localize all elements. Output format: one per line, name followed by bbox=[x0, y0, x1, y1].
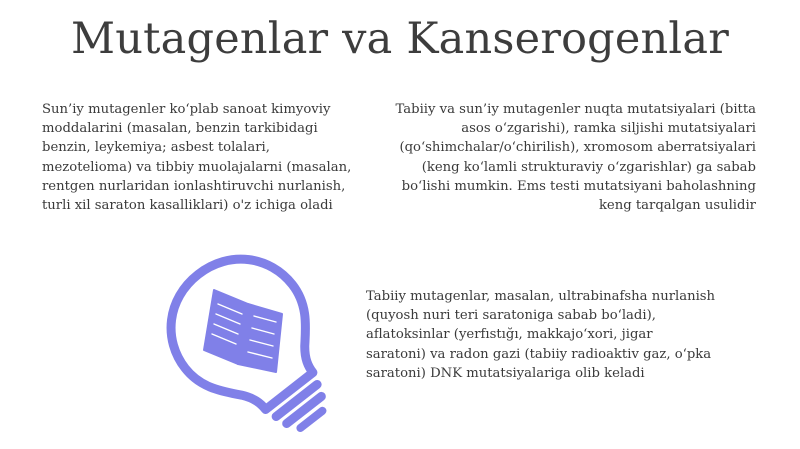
paragraph-mutation-types: Tabiiy va sun’iy mutagenler nuqta mutatsiyalari (bitta asos o‘zgarishi), ramka siljishi mutatsiyalari (qo‘shimchalar/o‘chirilish), xromosom aberratsiyalari (keng ko‘lamli strukturaviy o‘zgarishlar) ga sabab bo‘lishi mumkin. Ems testi mutatsiyani baholashning keng tarqalgan usulidir bbox=[395, 102, 756, 214]
book-icon bbox=[204, 290, 282, 372]
slide-title: Mutagenlar va Kanserogenlar bbox=[71, 14, 729, 64]
lightbulb-book-icon bbox=[130, 248, 330, 448]
paragraph-artificial-mutagens: Sun’iy mutagenler ko‘plab sanoat kimyoviy moddalarini (masalan, benzin tarkibidagi benzin, leykemiya; asbest tolalari, mezotelioma) va tibbiy muolajalarni (masalan, rentgen nurlaridan ionlashtiruvchi nurlanish, turli xil saraton kasalliklari) o'z ichiga oladi bbox=[42, 102, 352, 214]
paragraph-natural-mutagens: Tabiiy mutagenlar, masalan, ultrabinafsha nurlanish (quyosh nuri teri saratoniga sabab bo‘ladi), aflatoksinlar (yerfıstığı, makkajo‘xori, jigar saratoni) va radon gazi (tabiiy radioaktiv gaz, o‘pka saratoni) DNK mutatsiyalariga olib keladi bbox=[366, 289, 716, 381]
